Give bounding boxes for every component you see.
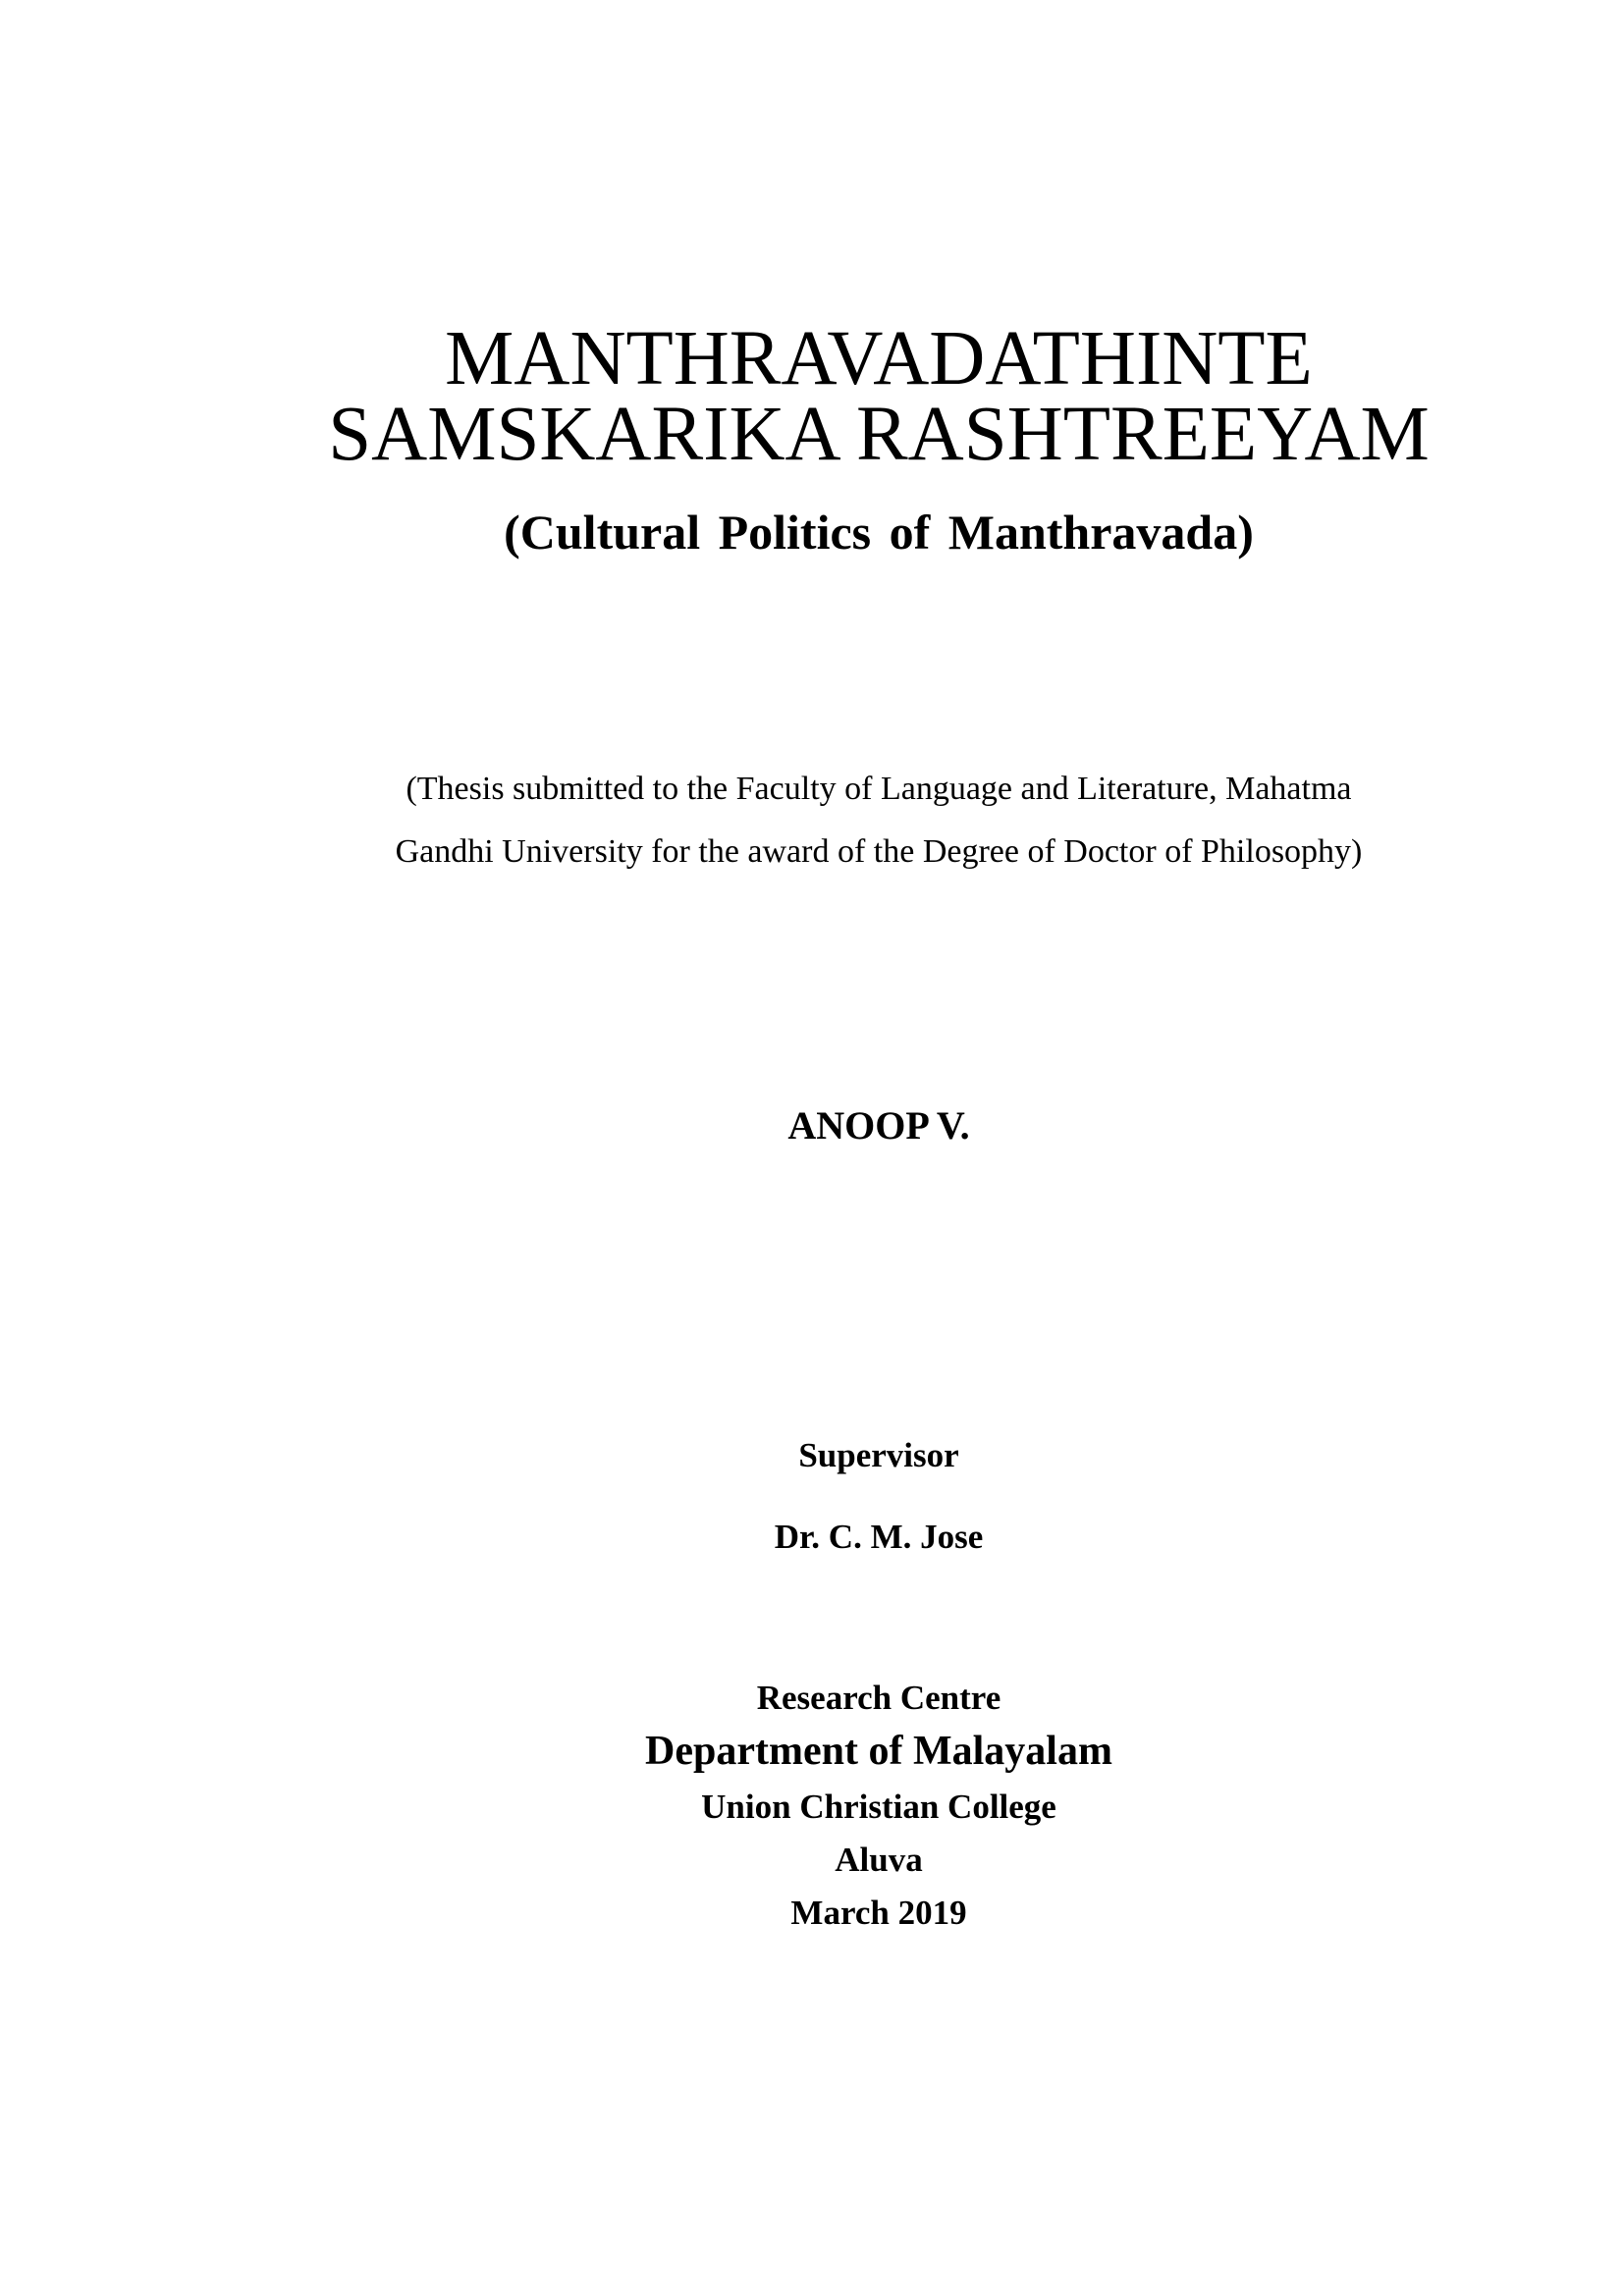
research-centre: Research Centre <box>756 1679 1001 1717</box>
author-name: ANOOP V. <box>787 1103 970 1148</box>
thesis-note-line-1: (Thesis submitted to the Faculty of Language and Literature, Mahatma <box>406 771 1352 807</box>
submission-date: March 2019 <box>790 1894 967 1932</box>
supervisor-name: Dr. C. M. Jose <box>774 1518 984 1556</box>
title-line-1: MANTHRAVADATHINTE <box>445 316 1313 401</box>
thesis-note-line-2: Gandhi University for the award of the Degree of Doctor of Philosophy) <box>395 833 1363 870</box>
subtitle: (Cultural Politics of Manthravada) <box>504 505 1254 560</box>
title-line-2: SAMSKARIKA RASHTREEYAM <box>328 392 1430 477</box>
department-name: Department of Malayalam <box>645 1729 1112 1774</box>
supervisor-label: Supervisor <box>798 1436 959 1474</box>
college-name: Union Christian College <box>701 1788 1056 1826</box>
place-name: Aluva <box>835 1841 923 1879</box>
